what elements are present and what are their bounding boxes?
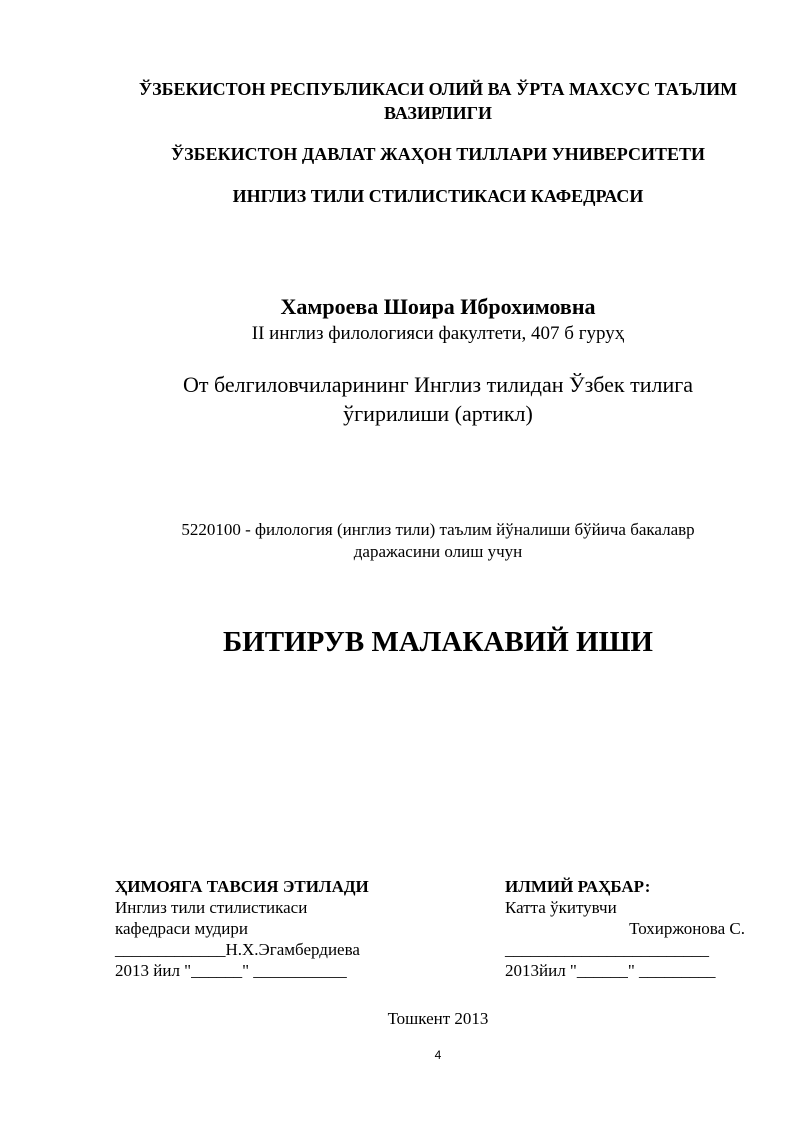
thesis-topic (0, 370, 800, 428)
supervisor-date: 2013йил "______" _________ (505, 961, 716, 980)
author-name: Хамроева Шоира Иброхимовна (280, 294, 596, 319)
thesis-topic-line-1: От белгиловчиларининг Инглиз тилидан Ўзбек тилига (182, 372, 694, 397)
city-year: Тошкент 2013 (387, 1009, 489, 1028)
supervisor-name: Тохиржонова С. (629, 919, 745, 938)
thesis-topic-line-2: ўгирилиши (артикл) (343, 401, 533, 426)
defense-heading: ҲИМОЯГА ТАВСИЯ ЭТИЛАДИ (115, 877, 369, 896)
author-faculty: II инглиз филологияси факултети, 407 б гуруҳ (251, 323, 625, 344)
defense-recommendation-block (115, 876, 369, 981)
page-number: 4 (434, 1048, 442, 1062)
degree-line-1: 5220100 - филология (инглиз тили) таълим йўналиши бўйича бакалавр (181, 520, 695, 539)
supervisor-position: Катта ўкитувчи (505, 898, 617, 917)
degree-line-2: даражасини олиш учун (353, 542, 523, 561)
supervisor-signature: ________________________ (505, 940, 709, 959)
supervisor-heading: ИЛМИЙ РАҲБАР: (505, 877, 651, 896)
university-name: ЎЗБЕКИСТОН ДАВЛАТ ЖАҲОН ТИЛЛАРИ УНИВЕРСИТЕТИ (170, 144, 706, 164)
defense-department-line: Инглиз тили стилистикаси (115, 898, 308, 917)
work-title: БИТИРУВ МАЛАКАВИЙ ИШИ (222, 626, 653, 658)
department-name: ИНГЛИЗ ТИЛИ СТИЛИСТИКАСИ КАФЕДРАСИ (232, 186, 644, 206)
degree-statement (0, 519, 800, 563)
defense-date: 2013 йил "______" ___________ (115, 961, 347, 980)
defense-head-line: кафедраси мудири (115, 919, 249, 938)
ministry-heading (0, 77, 800, 125)
ministry-line-2: ВАЗИРЛИГИ (383, 103, 493, 123)
defense-signature: _____________Н.Х.Эгамбердиева (115, 940, 360, 959)
ministry-line-1: ЎЗБЕКИСТОН РЕСПУБЛИКАСИ ОЛИЙ ВА ЎРТА МАХСУС ТАЪЛИМ (138, 79, 738, 99)
supervisor-block (505, 876, 745, 981)
